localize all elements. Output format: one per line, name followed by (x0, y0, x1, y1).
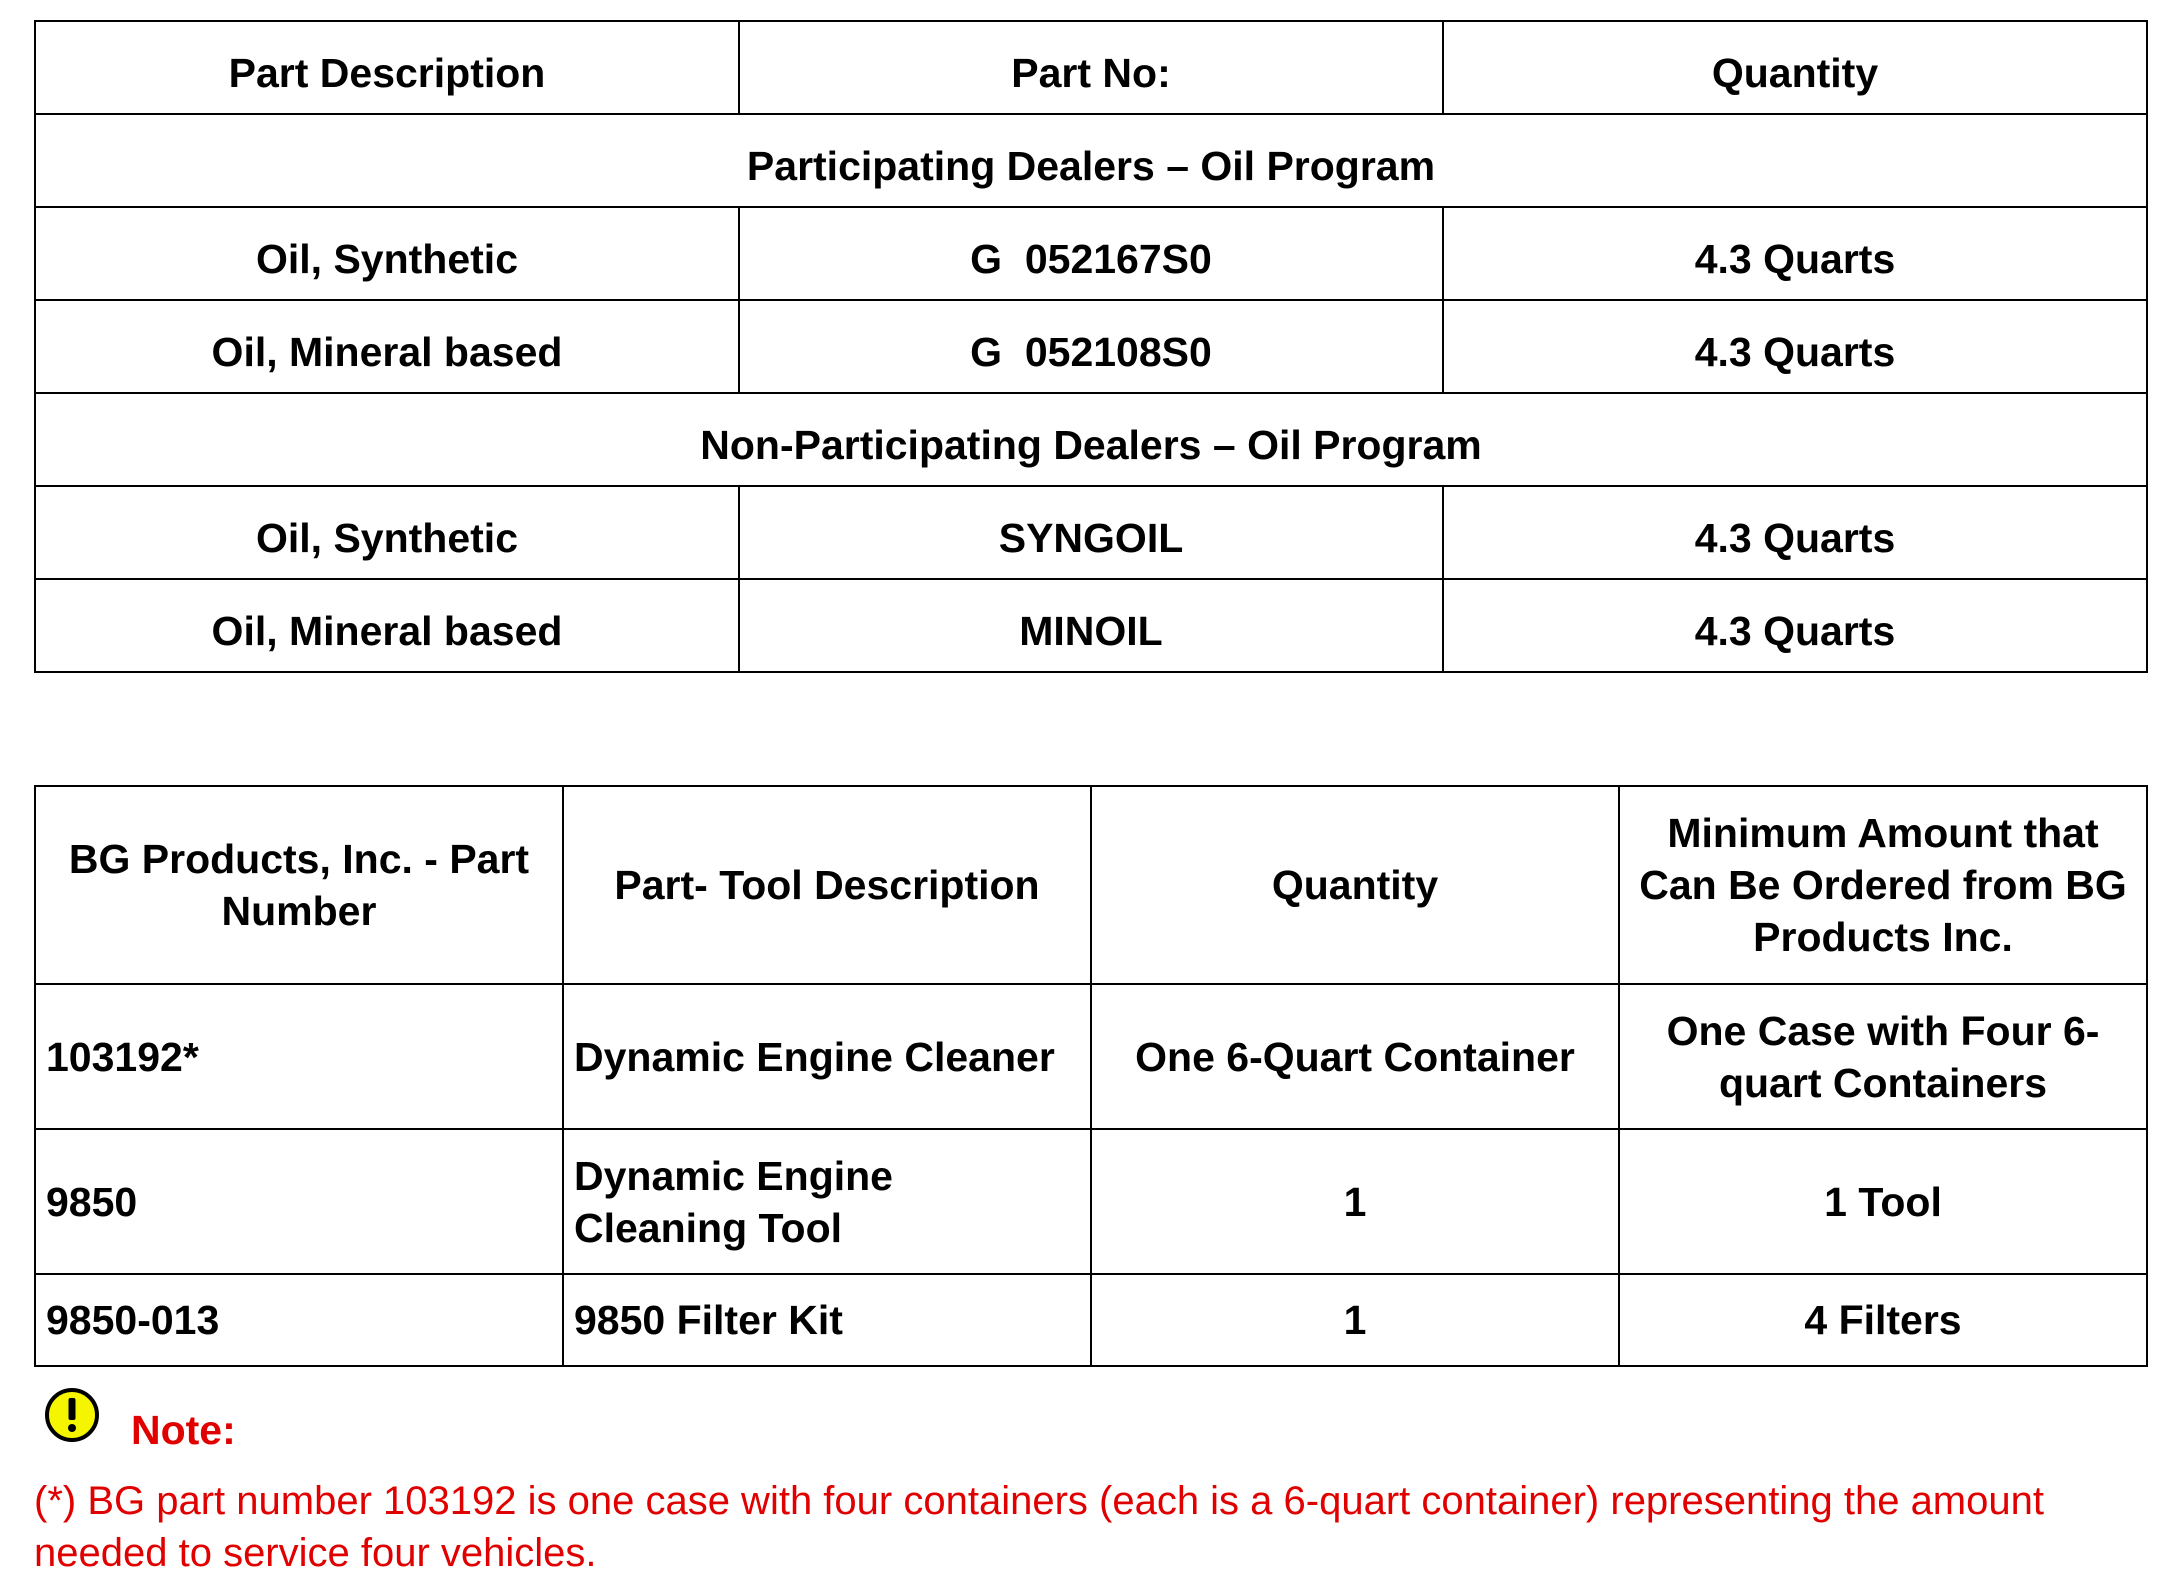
row-quantity: 4.3 Quarts (1443, 300, 2147, 393)
note-text: (*) BG part number 103192 is one case with four containers (each is a 6-quart container) representing the amount needed to service four vehicles. (34, 1479, 2044, 1575)
header-part-description: Part Description (35, 21, 739, 114)
row-description: Oil, Synthetic (35, 486, 739, 579)
row-description: 9850 Filter Kit (563, 1274, 1091, 1366)
table-row (35, 579, 2147, 672)
row-quantity: 1 (1091, 1129, 1619, 1274)
section-row (35, 114, 2147, 207)
table-row (35, 207, 2147, 300)
header-part-no: Part No: (739, 21, 1443, 114)
caution-icon (44, 1387, 100, 1443)
section-row (35, 393, 2147, 486)
oil-parts-table (34, 20, 2148, 673)
row-quantity: 4.3 Quarts (1443, 207, 2147, 300)
row-quantity: 4.3 Quarts (1443, 486, 2147, 579)
table-row (35, 1274, 2147, 1366)
row-description: Dynamic Engine Cleaner (563, 984, 1091, 1129)
row-description: Oil, Synthetic (35, 207, 739, 300)
table-row (35, 300, 2147, 393)
row-minimum: 1 Tool (1619, 1129, 2147, 1274)
row-quantity: 4.3 Quarts (1443, 579, 2147, 672)
table-row (35, 486, 2147, 579)
row-quantity: 1 (1091, 1274, 1619, 1366)
bg-products-table (34, 785, 2148, 1367)
row-part-number: 9850-013 (35, 1274, 563, 1366)
row-part-no: SYNGOIL (739, 486, 1443, 579)
header-quantity: Quantity (1443, 21, 2147, 114)
note-label: Note: (131, 1407, 236, 1453)
row-quantity: One 6-Quart Container (1091, 984, 1619, 1129)
table-row (35, 1129, 2147, 1274)
row-part-no: G 052108S0 (739, 300, 1443, 393)
row-part-number: 103192* (35, 984, 563, 1129)
row-description: Oil, Mineral based (35, 300, 739, 393)
table-header-row (35, 21, 2147, 114)
header-bg-part-number: BG Products, Inc. - Part Number (35, 786, 563, 984)
row-part-number: 9850 (35, 1129, 563, 1274)
row-description: Dynamic Engine Cleaning Tool (563, 1129, 1091, 1274)
row-part-no: MINOIL (739, 579, 1443, 672)
row-part-no: G 052167S0 (739, 207, 1443, 300)
header-tool-description: Part- Tool Description (563, 786, 1091, 984)
row-description: Oil, Mineral based (35, 579, 739, 672)
section-title-non-participating: Non-Participating Dealers – Oil Program (35, 393, 2147, 486)
section-title-participating: Participating Dealers – Oil Program (35, 114, 2147, 207)
row-minimum: One Case with Four 6-quart Containers (1619, 984, 2147, 1129)
table-header-row (35, 786, 2147, 984)
table-row (35, 984, 2147, 1129)
header-quantity: Quantity (1091, 786, 1619, 984)
row-minimum: 4 Filters (1619, 1274, 2147, 1366)
header-minimum-amount: Minimum Amount that Can Be Ordered from BG Products Inc. (1619, 786, 2147, 984)
